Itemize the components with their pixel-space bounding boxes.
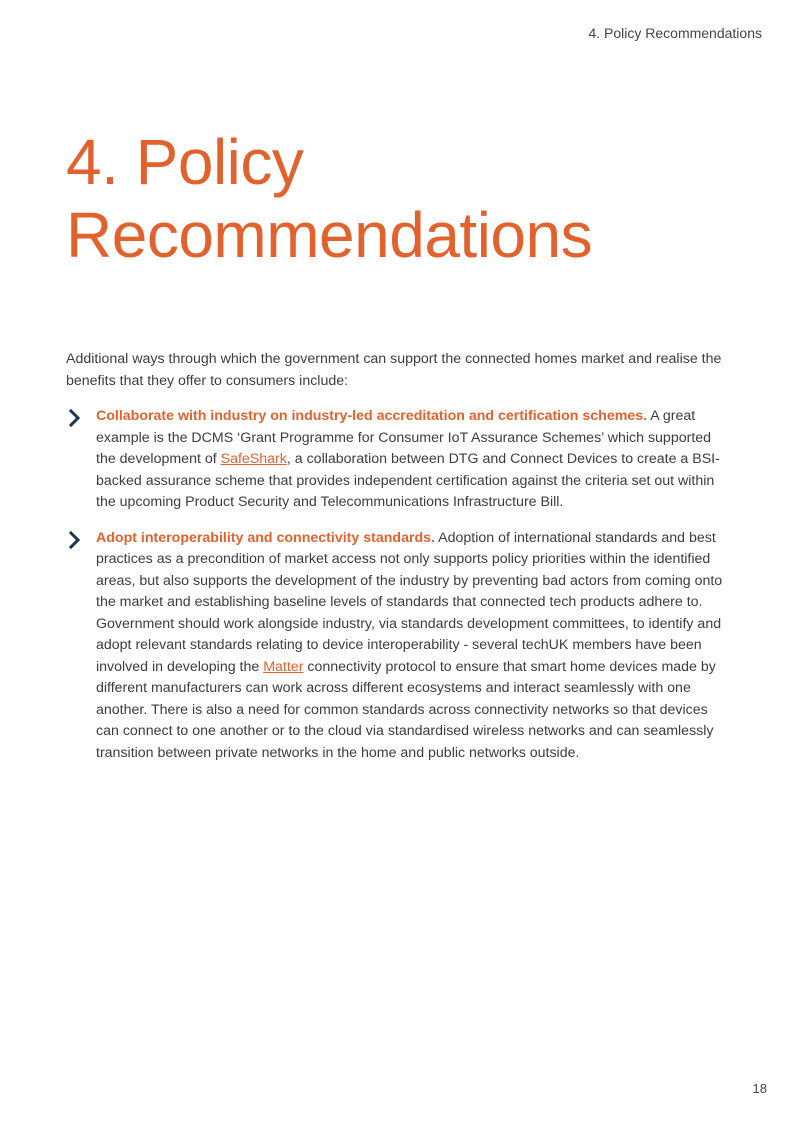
recommendation-text-continued: connectivity protocol to ensure that smart home devices made by different manufacturers can work across different ecosystems and interact seamlessly with one another. There is also a need for common standards across connectivity networks so that devices can connect to one another or to the cloud via standardised wireless networks and can seamlessly transition between private networks in the home and public networks outside. xyxy=(96,658,716,761)
running-header: 4. Policy Recommendations xyxy=(588,25,762,41)
page-title xyxy=(66,126,746,272)
chevron-right-icon xyxy=(68,409,82,427)
page-title-line-1: 4. Policy xyxy=(66,126,304,198)
recommendation-item xyxy=(66,528,734,765)
intro-paragraph: Additional ways through which the government can support the connected homes market and realise the benefits that they offer to consumers include: xyxy=(66,351,722,389)
matter-link[interactable]: Matter xyxy=(263,658,304,675)
chevron-right-icon xyxy=(68,531,82,549)
safeshark-link[interactable]: SafeShark xyxy=(220,451,287,467)
page-number: 18 xyxy=(752,1081,767,1096)
recommendation-text: A great example is the DCMS ‘Grant Programme for Consumer IoT Assurance Schemes’ which supported the development of xyxy=(96,408,712,467)
recommendation-lead: Adopt interoperability and connectivity standards. xyxy=(96,529,435,546)
recommendation-text: Adoption of international standards and best practices as a precondition of market access not only supports policy priorities within the identified areas, but also supports the development of the industry by preventing bad actors from coming onto the market and establishing baseline levels of standards that connected tech products adhere to. Government should work alongside industry, via standards development committees, to identify and adopt relevant standards relating to device interoperability - several techUK members have been involved in developing the xyxy=(96,529,723,675)
recommendation-text-continued: , a collaboration between DTG and Connect Devices to create a BSI-backed assurance scheme that provides independent certification against the criteria set out within the upcoming Product Security and Telecommunications Infrastructure Bill. xyxy=(96,451,720,510)
recommendation-list xyxy=(66,406,734,764)
recommendation-item xyxy=(66,406,734,514)
recommendation-lead: Collaborate with industry on industry-led accreditation and certification schemes. xyxy=(96,408,648,424)
page-title-line-2: Recommendations xyxy=(66,199,593,271)
